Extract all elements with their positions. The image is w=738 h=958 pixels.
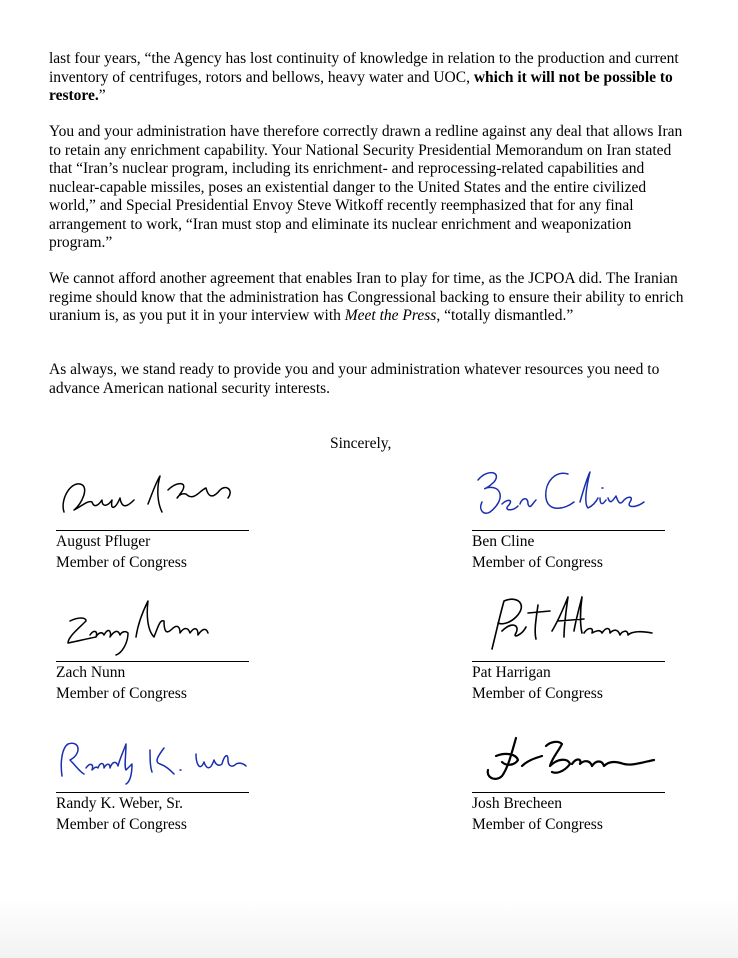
closing: Sincerely, <box>330 435 392 452</box>
signatory-name: Ben Cline <box>472 533 535 550</box>
signature-weber <box>56 722 256 792</box>
paragraph-3-text: We cannot afford another agreement that enables Iran to play for time, as the JCPOA did. The Iranian regime should know that the administration has Congressional backing to ensure their ability to enrich uranium is, as you put it in your interview with <box>49 270 684 324</box>
paragraph-3-end: , “totally dismantled.” <box>436 307 574 324</box>
signature-brecheen-stroke <box>488 738 654 779</box>
signature-nunn-stroke <box>68 601 208 655</box>
signatory-name: August Pfluger <box>56 533 151 550</box>
paragraph-2: You and your administration have therefore correctly drawn a redline against any deal that allows Iran to retain any enrichment capability. Your National Security Presidential Memorandum on Iran stated that “Iran’s nuclear program, including its enrichment- and reprocessing-related capabilities and nuclear-capable missiles, poses an existential danger to the United States and the entire civilized world,” and Special Presidential Envoy Steve Witkoff recently reemphasized that for any final arrangement to work, “Iran must stop and eliminate its nuclear enrichment and weaponization program.” <box>49 123 683 251</box>
signature-line <box>472 530 665 531</box>
signatory-name: Josh Brecheen <box>472 795 562 812</box>
paragraph-1-text: last four years, “the Agency has lost continuity of knowledge in relation to the production and current inventory of centrifuges, rotors and bellows, heavy water and UOC, <box>49 50 679 86</box>
signature-line <box>56 530 249 531</box>
paragraph-3-italic: Meet the Press <box>344 307 437 324</box>
signatory-title: Member of Congress <box>472 554 603 571</box>
signature-pfluger <box>56 460 256 530</box>
signature-line <box>56 661 249 662</box>
paragraph-4: As always, we stand ready to provide you and your administration whatever resources you need to advance American national security interests. <box>49 361 660 397</box>
signature-line <box>472 792 665 793</box>
signature-harrigan <box>472 591 672 661</box>
paragraph-1 <box>49 50 689 106</box>
signatory-title: Member of Congress <box>56 554 187 571</box>
paragraph-3 <box>49 270 689 326</box>
signature-line <box>472 661 665 662</box>
page-bottom-edge <box>0 898 738 958</box>
signatory-name: Randy K. Weber, Sr. <box>56 795 183 812</box>
signatory-name: Pat Harrigan <box>472 664 551 681</box>
signature-nunn <box>56 591 256 661</box>
paragraph-1-end: ” <box>98 87 106 104</box>
signature-cline <box>472 460 672 530</box>
signature-brecheen <box>472 722 672 792</box>
signatory-title: Member of Congress <box>472 685 603 702</box>
signature-pfluger-stroke <box>63 476 230 512</box>
signatory-name: Zach Nunn <box>56 664 126 681</box>
paragraph-1-bold: which it will not be possible to restore. <box>49 68 673 104</box>
signature-weber-stroke <box>61 743 246 784</box>
signatory-title: Member of Congress <box>472 816 603 833</box>
signature-harrigan-stroke <box>492 597 652 649</box>
signature-line <box>56 792 249 793</box>
signature-cline-stroke <box>478 472 644 513</box>
signatory-title: Member of Congress <box>56 685 187 702</box>
signatory-title: Member of Congress <box>56 816 187 833</box>
